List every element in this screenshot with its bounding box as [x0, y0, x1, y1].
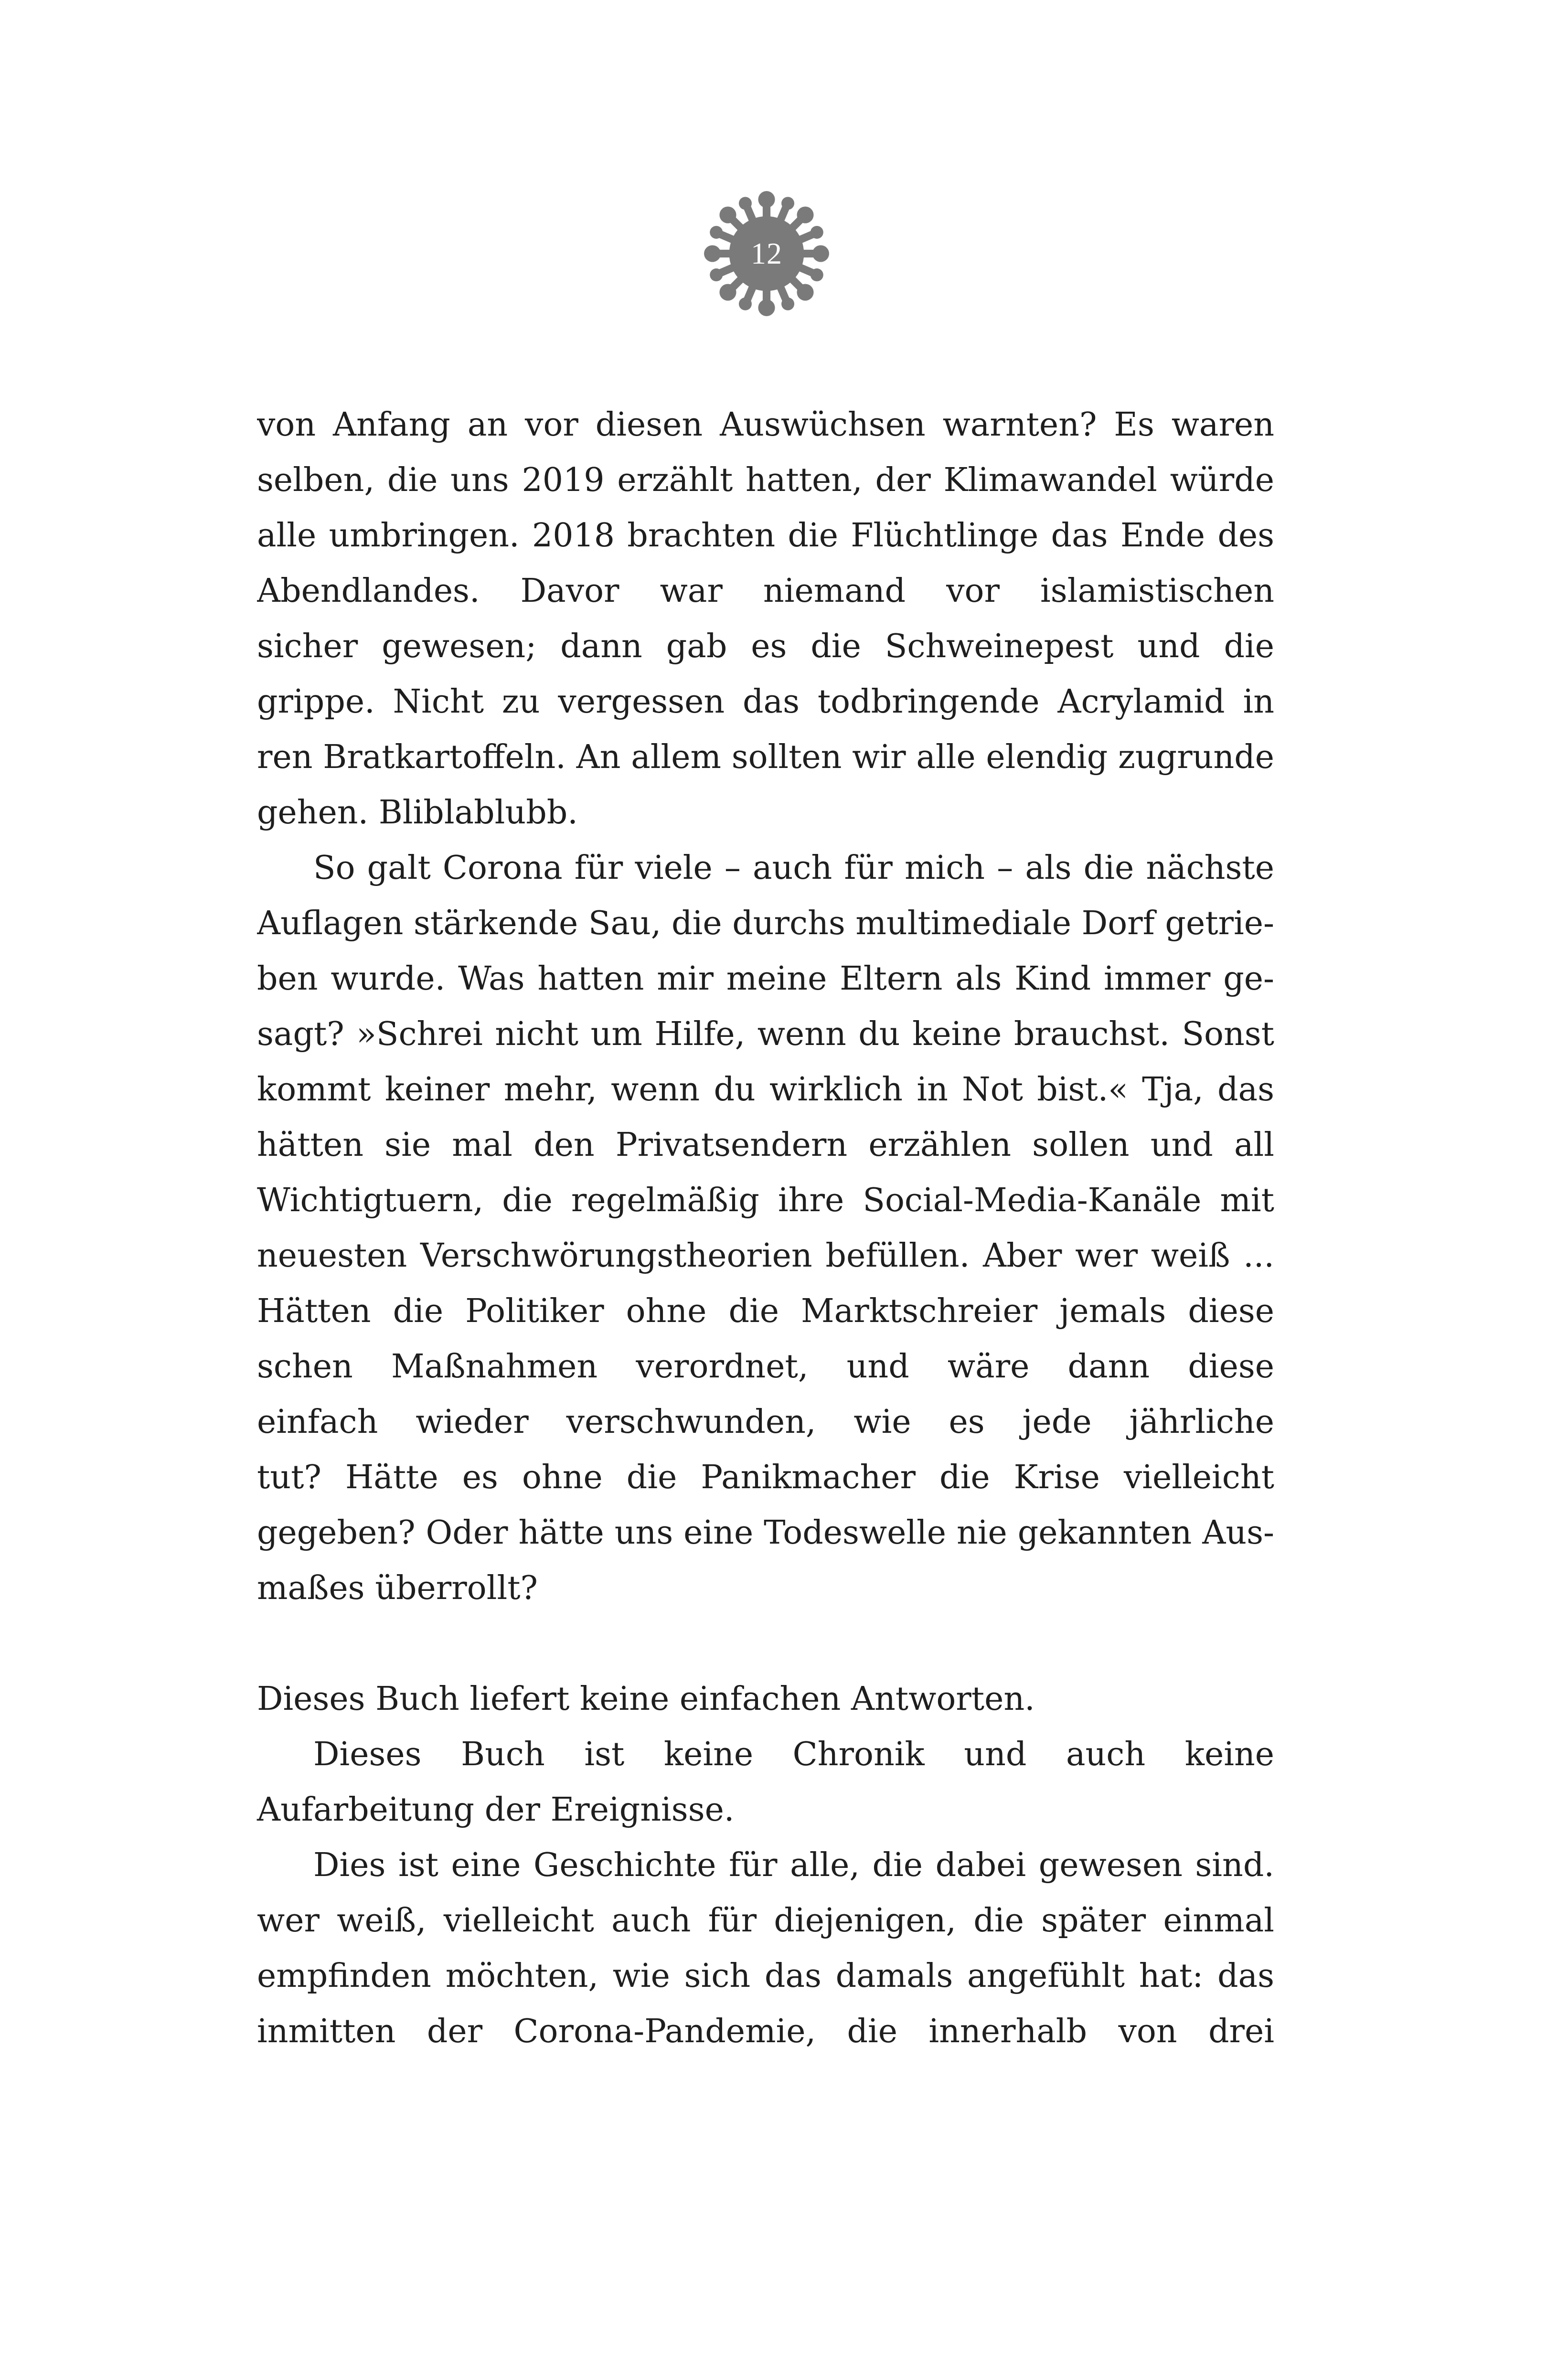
body-text	[257, 397, 1274, 2059]
text-line: gegeben? Oder hätte uns eine Todeswelle nie gekannten Aus-	[257, 1514, 1274, 1552]
text-line: Auflagen stärkende Sau, die durchs multimediale Dorf getrie-	[257, 905, 1274, 942]
text-line: wer weiß, vielleicht auch für diejenigen, die später einmal	[257, 1902, 1274, 1940]
paragraph	[257, 841, 1274, 1616]
text-line: schen Maßnahmen verordnet, und wäre dann diese	[257, 1348, 1274, 1386]
text-line: von Anfang an vor diesen Auswüchsen warnten? Es waren	[257, 406, 1274, 444]
text-line: empfinden möchten, wie sich das damals angefühlt hat: das	[257, 1957, 1274, 1995]
text-line: Hätten die Politiker ohne die Marktschreier jemals diese	[257, 1292, 1274, 1330]
text-line: einfach wieder verschwunden, wie es jede jährliche	[257, 1403, 1274, 1441]
text-line: grippe. Nicht zu vergessen das todbringende Acrylamid in	[257, 683, 1274, 721]
paragraph	[257, 397, 1274, 841]
text-line: So galt Corona für viele – auch für mich – als die nächste	[313, 849, 1274, 887]
text-line: Dieses Buch ist keine Chronik und auch keine	[313, 1736, 1274, 1773]
section-break	[257, 1616, 1274, 1672]
text-line: Dies ist eine Geschichte für alle, die dabei gewesen sind.	[313, 1846, 1274, 1884]
text-line: alle umbringen. 2018 brachten die Flüchtlinge das Ende des	[257, 517, 1274, 554]
text-line: maßes überrollt?	[257, 1569, 538, 1607]
text-line: Wichtigtuern, die regelmäßig ihre Social-Media-Kanäle mit	[257, 1182, 1274, 1219]
text-line: sicher gewesen; dann gab es die Schweinepest und die	[257, 628, 1274, 665]
text-line: sagt? »Schrei nicht um Hilfe, wenn du keine brauchst. Sonst	[257, 1015, 1274, 1053]
text-line: neuesten Verschwörungstheorien befüllen. Aber wer weiß ...	[257, 1237, 1274, 1275]
text-line: tut? Hätte es ohne die Panikmacher die Krise vielleicht	[257, 1459, 1274, 1496]
text-line: Abendlandes. Davor war niemand vor islamistischen	[257, 572, 1274, 610]
text-line: ren Bratkartoffeln. An allem sollten wir alle elendig zugrunde	[257, 738, 1274, 776]
text-line: inmitten der Corona-Pandemie, die innerhalb von drei	[257, 2013, 1274, 2050]
paragraph	[257, 1672, 1274, 1727]
text-line: Aufarbeitung der Ereignisse.	[257, 1791, 735, 1829]
page-number: 12	[751, 236, 782, 270]
text-line: kommt keiner mehr, wenn du wirklich in Not bist.« Tja, das	[257, 1071, 1274, 1109]
paragraph	[257, 1727, 1274, 1838]
text-line: selben, die uns 2019 erzählt hatten, der Klimawandel würde	[257, 461, 1274, 499]
text-line: gehen. Bliblablubb.	[257, 794, 578, 832]
page-number-ornament	[702, 189, 831, 318]
text-line: ben wurde. Was hatten mir meine Eltern als Kind immer ge-	[257, 960, 1274, 998]
paragraph	[257, 1838, 1274, 2059]
text-line: hätten sie mal den Privatsendern erzählen sollen und all	[257, 1126, 1274, 1164]
text-line: Dieses Buch liefert keine einfachen Antworten.	[257, 1680, 1035, 1718]
